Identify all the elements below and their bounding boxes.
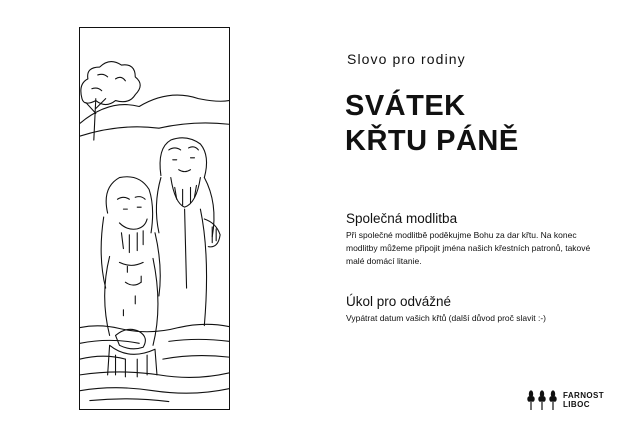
prayer-heading: Společná modlitba — [346, 211, 458, 226]
title-line-2: KŘTU PÁNĚ — [345, 125, 519, 157]
logo-line-2: LIBOC — [563, 400, 590, 409]
prayer-text: Při společné modlitbě poděkujme Bohu za dar křtu. Na konec modlitby můžeme připojit jména našich křestních patronů, takové malé domácí litanie. — [346, 230, 591, 267]
logo-text — [563, 391, 604, 409]
baptism-illustration — [79, 27, 230, 410]
page-title — [345, 89, 519, 159]
wheat-icon — [525, 389, 559, 411]
task-heading: Úkol pro odvážné — [346, 294, 452, 309]
logo-line-1: FARNOST — [563, 391, 605, 400]
task-text: Vypátrat datum vašich křtů (další důvod proč slavit :-) — [346, 313, 546, 323]
baptism-drawing — [80, 28, 229, 409]
subtitle: Slovo pro rodiny — [347, 51, 466, 67]
parish-logo — [525, 389, 604, 411]
title-line-1: SVÁTEK — [345, 90, 466, 122]
